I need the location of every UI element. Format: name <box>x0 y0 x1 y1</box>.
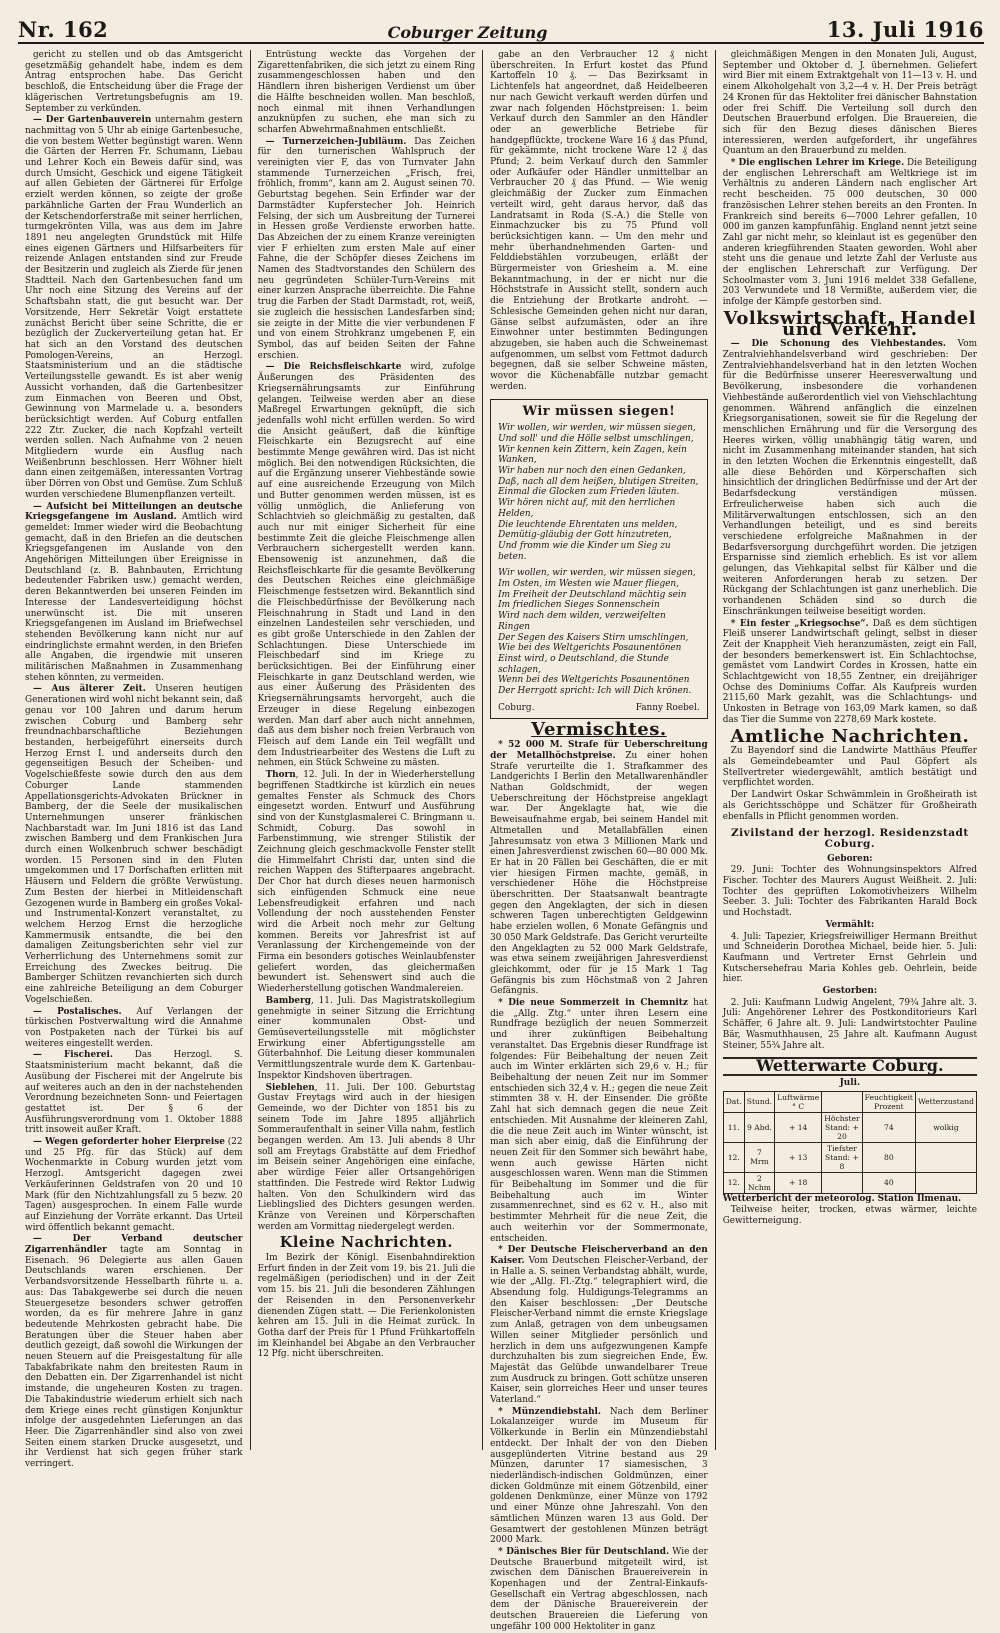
article-paragraph <box>490 50 708 393</box>
article-paragraph <box>25 1234 243 1469</box>
weather-forecast: Teilweise heiter, trocken, etwas wärmer, leichte Gewitterneigung. <box>722 1205 978 1227</box>
poem-line: Demütig-gläubig der Gott hinzutreten, <box>498 530 672 541</box>
article-text: hat die „Allg. Ztg.“ unter ihren Lesern eine Rundfrage bezüglich der neuen Sommerzeit und ihrer zukünftigen Beibehaltung veranstaltet. Das Ergebnis dieser Rundfrage ist folgendes: Für Beibehaltung der neuen Zeit auch im Winter erklärten sich 29,6 v. H.; für Beibehaltung der neuen Zeit nur im Sommer entschieden sich 32,4 v. H.; gegen die neue Zeit stimmten 38 v. H. der Einsender. Die größte Zahl hat sich demnach gegen die neue Zeit entschieden. Mit Ausnahme der kleineren Zahl, die die neue Zeit auch im Winter wünscht, ist man sich aber einig, daß die Einführung der neuen Zeit für den Sommer sich bewährt habe, wenn auch gewisse Härten nicht ausgeschlossen waren. Wenn man die Stimmen für Beibehaltung im Sommer und die für Beibehaltung auch im Winter zusammenrechnet, sind es 62 v. H., also mit bestimmter Mehrheit für die neue Zeit, die auch weiterhin vor der Sommermonate, entscheiden. <box>490 998 708 1244</box>
poem-line: Im Freiheit der Deutschland mächtig sein <box>498 589 687 600</box>
article-paragraph <box>490 1547 708 1633</box>
article-text: unternahm gestern nachmittag von 5 Uhr ab einige Gartenbesuche, die von bestem Wetter begünstigt waren. Wenn die Gärten der Herren Fr. Schumann, Liebau und Lehrer Koch ein Beweis dafür sind, was durch Umsicht, Geschick und eigene Tätigkeit auf allen Gebieten der Gärtnerei für Erfolge erzielt werden können, so zeigte der große parkähnliche Garten der Frau Wunderlich an der Ketschendorferstraße mit seiner herrlichen, turmgekrönten Villa, was aus dem im Jahre 1891 neu angelegten Grundstück mit Hilfe eines eigenen Gärtners und Hilfsarbeiters für reizende Anlagen entstanden sind zur Freude der Besitzerin und zugleich als Zierde für jenen Stadtteil. Nach den Gartenbesuchen fand um Uhr noch eine Sitzung des Vereins auf der Schaftsbahn statt, die gut besucht war. Der Vorsitzende, Herr Sekretär Voigt erstattete zunächst Bericht über seine Schritte, die er bezüglich der Zuckerverteilung getan hat. Er hat sich an den Vorstand des deutschen Pomologen-Vereins, an Herzogl. Staatsministerium und an die städtische Verteilungsstelle gewandt. Es ist aber wenig Aussicht vorhanden, daß die Gartenbesitzer zum Einmachen von Beeren und Obst, Gewinnung von Marmelade u. a. besonders berücksichtigt werden. Auf Coburg entfallen 222 Ztr. Zucker, die nach Kopfzahl verteilt werden sollen. Nach Aufnahme von 2 neuen Mitgliedern wurde ein Ausflug nach Weißenbrunn beschlossen. Herr Wöhner hielt dann einen zeitgemäßen, interessanten Vortrag über Dörren von Obst und Gemüse. Zum Schluß wurden verschiedene Blumenpflanzen verteilt. <box>25 115 243 500</box>
weather-header-humidity: Feuchtigkeit Prozent <box>862 1091 915 1112</box>
poem-line: Einst wird, o Deutschland, die Stunde schlagen, <box>498 653 669 675</box>
article-paragraph <box>25 1007 243 1050</box>
weather-report-source: Wetterbericht der meteorolog. Station Ilmenau. <box>722 1193 962 1204</box>
columns <box>18 50 984 1632</box>
poem-line: Der Segen des Kaisers Stirn umschlingen, <box>498 632 689 643</box>
poem-line: Im friedlichen Sieges Sonnenschein <box>498 600 660 611</box>
article-text: tagte am Sonntag in Eisenach. 96 Delegierte aus allen Gauen Deutschlands waren erschienen. Der Verbandsvorsitzende Hesselbarth führte u. a. aus: Das Tabakgewerbe sei durch die neuen Steuergesetze besonders schwer getroffen worden, da es für mehrere Jahre in ganz bedeutende Mehrkosten gebracht habe. Die Beratungen über die Steuer haben aber deutlich gezeigt, daß sowohl die Wirkungen der neuen Steuern auf die Preisgestaltung für alle Tabakfabrikate nahm den breitesten Raum in den Debatten ein. Der Zigarrenhandel ist nicht imstande, die ungeheuren Kosten zu tragen. Die Tabakindustrie wiederum erhielt sich nach dem Kriege eines recht günstigen Konjunktur infolge der ausgedehnten Lieferungen an das Heer. Die Zigarrenhändler sind also von zwei Seiten einem starken Drucke ausgesetzt, und ihr Verdienst hat sich gegen früher stark verringert. <box>25 1245 243 1470</box>
poem-text <box>498 423 700 697</box>
article-headline: * Dänisches Bier für Deutschland. <box>498 1546 670 1557</box>
weather-cell: 2 Nchm <box>744 1172 774 1193</box>
article-paragraph <box>723 746 977 789</box>
article-text: Nach dem Berliner Lokalanzeiger wurde im Museum für Völkerkunde in Berlin ein Münzendiebstahl entdeckt. Der Inhalt der von den Dieben ausgeplünderten Vitrine bestand aus 29 Münzen, darunter 17 siamesischen, 3 niederländisch-indischen Goldmünzen, einer dicken Goldmünze mit einem Götzenbild, einer goldenen Denkmünze, einer Münze von 1792 und einer Münze ohne Jahreszahl. Von den sämtlichen Münzen waren 13 aus Gold. Der Gesamtwert der gestohlenen Münzen beträgt 2000 Mark. <box>490 1406 708 1546</box>
article-paragraph <box>490 1407 708 1546</box>
article-headline: — Postalisches. <box>33 1006 122 1017</box>
article-paragraph <box>258 137 476 362</box>
weather-cell <box>915 1172 976 1193</box>
weather-cell: + 14 <box>775 1112 822 1142</box>
poem-box <box>490 399 708 720</box>
poem-line: Wir hören nicht auf, mit den herrlichen Helden, <box>498 498 676 519</box>
subheading: Vermählt: <box>825 919 875 930</box>
article-headline: Thorn <box>265 770 296 781</box>
section-title: Volkswirtschaft, Handel und Verkehr. <box>723 307 977 340</box>
subheading: Gestorben: <box>822 986 878 997</box>
article-headline: — Fischerei. <box>33 1050 113 1061</box>
poem-line: Daß, nach all dem heißen, blutigen Streiten, <box>498 476 699 487</box>
weather-header-condition: Wetterzustand <box>915 1091 976 1112</box>
article-text: Vom Deutschen Fleischer-Verband, der in Halle a. S. seinen Verbandstag abhält, wurde, wie der „Allg. Fl.-Ztg.“ telegraphiert wird, die Absendung folg. Huldigungs-Telegramms an den Kaiser beschlossen: „Der Deutsche Fleischer-Verband nimmt die ernste Kriegslage zum Anlaß, getragen von dem unbeugsamen Willen seiner Mitglieder persönlich und herzlich in dem uns aufgezwungenen Kampfe durchzuhalten bis zum siegreichen Ende, Ew. Majestät das Gelübde unwandelbarer Treue zum Ausdruck zu bringen. Gott schütze unseren Kaiser, sein glorreiches Heer und unser teures Vaterland.“ <box>490 1255 708 1406</box>
article-headline: — Die Reichsfleischkarte <box>265 362 402 373</box>
article-paragraph <box>25 1137 243 1233</box>
article-headline: — Der Verband deutscher Zigarrenhändler <box>25 1234 243 1256</box>
issue-date: 13. Juli 1916 <box>826 17 984 42</box>
article-paragraph <box>490 740 708 997</box>
article-headline: — Wegen geforderter hoher Eierpreise <box>33 1137 225 1148</box>
article-headline: — Turnerzeichen-Jubiläum. <box>265 136 407 147</box>
column-4 <box>716 50 984 1450</box>
weather-title: Wetterwarte Coburg. <box>723 1057 977 1076</box>
column-2 <box>251 50 484 1450</box>
poem-title: Wir müssen siegen! <box>522 403 676 419</box>
article-headline: — Der Gartenbauverein <box>33 115 152 126</box>
article-text: Entrüstung weckte das Vorgehen der Zigarettenfabriken, die sich jetzt zu einem Ring zusammengeschlossen haben und den Händlern ihren bisherigen Verdienst um über die Hälfte beschneiden wollen. Man beschloß, noch einmal mit ihnen Verhandlungen anzuknüpfen zu suchen, ehe man sich zu scharfen Abwehrmaßnahmen entschließt. <box>257 50 476 135</box>
article-paragraph <box>723 619 977 726</box>
weather-header-temp: Luftwärme ° C <box>775 1091 822 1112</box>
article-paragraph <box>490 1245 708 1406</box>
section-vermischtes-title: Vermischtes. <box>531 719 667 741</box>
article-headline: * Der Deutsche Fleischerverband an den Kaiser. <box>490 1245 708 1266</box>
weather-row <box>723 1172 976 1193</box>
weather-month: Juli. <box>839 1077 861 1088</box>
article-paragraph <box>258 996 476 1082</box>
weather-cell: 11. <box>723 1112 744 1142</box>
article-paragraph <box>723 865 977 919</box>
column-1 <box>18 50 251 1470</box>
article-paragraph <box>25 115 243 500</box>
poem-line: Und soll' und die Hölle selbst umschlingen, <box>498 433 694 444</box>
article-paragraph <box>258 362 476 769</box>
poem-line: Wir haben nur noch den einen Gedanken, <box>498 466 686 477</box>
poem-stanza <box>498 423 700 562</box>
weather-table <box>723 1091 977 1194</box>
weather-rows <box>723 1112 976 1193</box>
subheading: Geboren: <box>827 853 873 864</box>
article-headline: Bamberg <box>265 995 311 1006</box>
weather-cell: + 13 <box>775 1142 822 1172</box>
weather-cell: 12. <box>723 1142 744 1172</box>
article-paragraph <box>258 50 476 136</box>
weather-header-hour: Stund. <box>744 1091 774 1112</box>
weather-row <box>723 1112 976 1142</box>
column-3-top <box>490 50 708 393</box>
article-text: gericht zu stellen und ob das Amtsgericht gesetzmäßig gehandelt habe, indem es dem Antrag entsprochen habe. Das Gericht beschloß, die Entscheidung über die Frage der klägerischen Vertretungsbefugnis am 19. September zu verkünden. <box>25 50 243 114</box>
weather-cell <box>915 1142 976 1172</box>
poem-stanza <box>498 568 700 696</box>
weather-cell <box>822 1172 862 1193</box>
article-paragraph <box>723 50 977 157</box>
column-4-body <box>723 50 977 1051</box>
weather-cell: 9 Abd. <box>744 1112 774 1142</box>
poem-line: Wird nach dem wilden, verzweifelten Ringen <box>498 611 666 632</box>
weather-header-date: Dat. <box>723 1091 744 1112</box>
weather-cell: 74 <box>862 1112 915 1142</box>
article-paragraph <box>25 684 243 1005</box>
weather-cell: 7 Mrm <box>744 1142 774 1172</box>
article-text: , 12. Juli. In der in Wiederherstellung begriffenen Stadtkirche ist kürzlich ein neues gemaltes Fenster als Schmuck des Chors eingesetzt worden. Entwurf und Ausführung sind von der Kunstglasmalerei C. Bringmann u. Schmidt, Coburg. Das sowohl in Farbenstimmung, wie strenger Stilistik der Zeichnung gleich geschmackvolle Fenster stellt die Himmelfahrt Christi dar, unten sind die reichen Wappen des Stifterpaares angebracht. Der Chor hat durch dieses neuen harmonisch sich einfügenden Schmuck eine neue Lebensfreudigkeit erfahren und nach Vollendung der noch ausstehenden Fenster wird die Arbeit noch mehr zur Geltung kommen. Bereits vor Jahresfrist ist auf Veranlassung der Kirchengemeinde von der Firma ein besonders gotisches Weinlaubfenster geliefert worden, das gleichermaßen bewundert ist. Sehenswert sind auch die Wiederherstellung gotischen Wandmalereien. <box>257 770 476 995</box>
poem-line: Wir wollen, wir werden, wir müssen siegen, <box>498 568 696 579</box>
article-text: Wie der Deutsche Brauerbund mitgeteilt wird, ist zwischen dem Dänischen Brauereiverein in Kopenhagen und der Zentral-Einkaufs-Gesellschaft ein Vertrag abgeschlossen, nach dem der Dänische Brauereiverein der deutschen Brauereien die Lieferung von ungefähr 100 000 Hektoliter in ganz <box>490 1546 708 1632</box>
section-title: Kleine Nachrichten. <box>279 1234 453 1252</box>
article-paragraph <box>490 998 708 1244</box>
weather-cell: 12. <box>723 1172 744 1193</box>
article-headline: * Die englischen Lehrer im Kriege. <box>730 158 905 169</box>
article-text: Der Landwirt Oskar Schwämmlein in Großheirath ist als Gerichtsschöppe und Schätzer für Großheirath ebenfalls in Pflicht genommen worden. <box>722 790 978 822</box>
masthead <box>18 10 984 44</box>
article-text: 2. Juli: Kaufmann Ludwig Angelent, 79¾ Jahre alt. 3. Juli: Angehörener Lehrer des Postkonditorieurs Karl Schäffer, 6 Jahre alt. 9. Juli: Landwirtstochter Pauline Bär, Wasmuthhausen, 25 Jahre alt. Kaufmann August Steiner, 55¾ Jahre alt. <box>722 997 978 1051</box>
article-text: , 11. Juli. Das Magistratskollegium genehmigte in seiner Sitzung die Errichtung einer kommunalen Obst- und Gemüseverteilungsstelle mit möglichster Erwirkung einer Abfertigungsstelle am Güterbahnhof. Die Leitung dieser kommunalen Vermittlungszentrale wurde dem K. Gartenbau-Inspektor Kindshoven übertragen. <box>257 995 476 1081</box>
article-text: gabe an den Verbraucher 12 ₰ nicht überschreiten. In Erfurt kostet das Pfund Kartoffeln 10 ₰. — Das Bezirksamt in Lichtenfels hat angeordnet, daß Heidelbeeren nur nach Gewicht verkauft werden dürfen und zwar nach folgenden Höchstpreisen: 1. beim Verkauf durch den Sammler an den Händler oder an gewerbliche Betriebe für handgepflückte, trockene Ware 16 ₰ das Pfund, für gekämmte, nicht trockene Ware 12 ₰ das Pfund; 2. beim Verkauf durch den Sammler oder Aufkäufer oder Händler unmittelbar an Verbraucher 20 ₰ das Pfund. — Wie wenig gleichmäßig der Zucker zum Einmachen verteilt wird, geht daraus hervor, daß das Landratsamt in Roda (S.-A.) die Stelle von Einmachzucker bis zu 75 Pfund voll berücksichtigen kann. — Um den mehr und mehr überhandnehmenden Garten- und Felddiebstählen vorzubeugen, erläßt der Bürgermeister von Griesheim a. M. eine Bekanntmachung, in der er nicht nur die Höchststrafe in Aussicht stellt, sondern auch die Entziehung der Brotkarte androht. — Schlesische Gemeinden gehen nicht nur daran, Gänse selbst aufzumästen, oder an ihre Einwohner unter bestimmten Bedingungen abzugeben, sie haben auch die Schweinemast aufgenommen, um selbst vom Fettmot dadurch begegnen, daß sie selber Schweine mästen, wovor die Küchenabfälle nutzbar gemacht werden. <box>490 50 708 392</box>
column-3 <box>483 50 716 1632</box>
article-headline: Sieblehen <box>265 1082 315 1093</box>
article-paragraph <box>258 770 476 995</box>
weather-cell: 40 <box>862 1172 915 1193</box>
section-title: Zivilstand der herzogl. Residenzstadt Coburg. <box>730 827 969 850</box>
article-text: Zu Bayendorf sind die Landwirte Matthäus Pfeuffer als Gemeindebeamter und Paul Göpfert als Stellvertreter wiedergewählt, amtlich bestätigt und verpflichtet worden. <box>722 746 978 789</box>
weather-cell: 80 <box>862 1142 915 1172</box>
poem-line: Wir kennen kein Zittern, kein Zagen, kein Wanken, <box>498 444 687 466</box>
article-text: (22 und 25 Pfg. für das Stück) auf dem Wochenmarkte in Coburg wurden jetzt vom Herzogl. Amtsgericht dagegen zwei Verkäuferinnen Geldstrafen von 20 und 10 Mark (für den Nichtzahlungsfall zu 5 bezw. 20 Tagen) ausgesprochen. In einem Falle wurde auf Einziehung der Vorräte erkannt. Das Urteil wird öffentlich bekannt gemacht. <box>25 1137 243 1233</box>
article-text: 29. Juni: Tochter des Wohnungsinspektors Alfred Fischer. Tochter des Maurers August Weißheit. 2. Juli: Tochter des geprüften Lokomotivheizers Wilhelm Seeber. 3. Juli: Tochter des Fabrikanten Harald Bock und Hochstadt. <box>722 865 978 919</box>
article-headline: — Die Schonung des Viehbestandes. <box>730 339 946 350</box>
article-headline: * Münzendiebstahl. <box>498 1406 601 1417</box>
section-title: Amtliche Nachrichten. <box>730 725 970 747</box>
weather-cell: Tiefster Stand: + 8 <box>822 1142 862 1172</box>
weather-header-extremes <box>822 1091 862 1112</box>
poem-line: Und fromm wie die Kinder um Sieg zu beten. <box>498 540 671 562</box>
newspaper-title: Coburger Zeitung <box>387 23 548 42</box>
poem-signature <box>498 703 700 714</box>
article-headline: — Aufsicht bei Mitteilungen an deutsche Kriegsgefangene im Ausland. <box>25 501 243 523</box>
article-text: Daß es dem süchtigen Fleiß unserer Landwirtschaft gelingt, selbst in dieser Zeit der Knappheit Vieh heranzumästen, zeigt ein Fall, der besonders bemerkenswert ist. Ein Schlachtochse, gemästet vom Landwirt Cordes in Krossen, hatte ein Schlachtgewicht von 18,55 Zentner, ein dreijähriger Ochse des Dominiums Coffar. Als Kaufpreis wurden 2115,60 Mark gezahlt, was die Schlachtungs- und Unkosten in Betrage von 163,09 Mark kamen, so daß das Tier die Summe von 2278,69 Mark kostete. <box>722 618 978 725</box>
issue-number: Nr. 162 <box>18 17 109 42</box>
article-text: Unseren heutigen Generationen wird wohl nicht bekannt sein, daß genau vor 100 Jahren und darum herum zwischen Coburg und Bamberg sehr freundnachbarschaftliche Beziehungen bestanden, herbeigeführt einerseits durch Herzog Ernst I. und anderseits durch den gegenseitigen Besuch der Scheiben- und Vogelschießfeste sowie durch den aus dem Coburger Lande stammenden Appellationsgerichts-Advokaten Brückner in Bamberg, der die Seele der musikalischen Unternehmungen unserer fränkischen Nachbarstadt war. Im Juni 1816 ist das Land zwischen Bamberg und dem Frankischen Jura durch einen Wolkenbruch schwer beschädigt worden. 15 Personen sind in den Fluten umgekommen und 17 Dorfschaften erlitten mit Häusern und Feldern die größte Verwüstung. Zum Besten der hierbei in Mitleidenschaft Gezogenen wurde in Bamberg ein großes Vokal- und Instrumental-Konzert veranstaltet, zu welchem Herzog Ernst die herzogliche Kammermusik entsandte, die bei den damaligen Zeitungsberichten sehr viel zur Verherrlichung des Unternehmens somit zur Erreichung des Zweckes beitrug. Die Bamberger Schützen revanchierten sich durch eine zahlreiche Beteiligung an dem Coburger Vogelschießen. <box>25 684 243 1005</box>
poem-line: Wenn bei des Weltgerichts Posaunentönen <box>498 675 690 686</box>
article-paragraph <box>25 1050 243 1136</box>
article-text: Vom Zentralviehhandelsverband wird geschrieben: Der Zentralviehhandelsverband hat in den letzten Wochen für die Bedürfnisse unserer Heeresverwaltung und Bevölkerung, insbesondere die vorhandenen Viehbestände außerordentlich viel von Viehschlachtung genommen. Während anfänglich die einzelnen Kriegsorganisationen, soweit sie für die Regelung der menschlichen Ernährung und für die Versorgung des Heeres wirken, völlig unabhängig tätig waren, und nicht im Zusammenhang miteinander standen, hat sich in den letzten Wochen die Erkenntnis eingestellt, daß alle diese Behörden und Körperschaften sich hinsichtlich der dringlichen Bedürfnisse und der Art der Bedarfsdeckung verständigen müssen. Erfreulicherweise haben sich auch die Militärverwaltungen entschlossen, sich an den Verhandlungen beteiligt, und es sind bereits verschiedene erfolgreiche Maßnahmen in der Bedarfsversorgung durchgeführt worden. Die jetzigen Ersparnisse sind ziemlich erheblich. Es ist vor allem gelungen, das Viehkapital selbst für Kälber und die weiteren Anforderungen herab zu setzen. Der Rückgang der Schlachtungen ist ganz unerheblich. Die vorhandenen Schäden sind so durch die Einschränkungen teilweise beseitigt worden. <box>722 339 978 617</box>
article-headline: — Aus älterer Zeit. <box>33 684 146 695</box>
article-text: Die Beteiligung der englischen Lehrerschaft am Weltkriege ist im Verhältnis zu anderen Ländern nach englischer Art recht bescheiden. 75 000 deutschen, 30 000 französischen Lehrer stehen bereits an den Fronten. In Frankreich sind bereits 6—7000 Lehrer gefallen, 10 000 im ganzen kampfunfähig. England nennt jetzt seine Zahl gar nicht mehr, so kleinlaut ist es gegenüber den anderen kriegführenden Staaten geworden. Wohl aber steht uns die genaue und letzte Zahl der Verluste aus der englischen Lehrerschaft zur Verfügung. Der Schoolmaster vom 3. Juni 1916 meldet 338 Gefallene, 203 Verwundete und 18 Vermißte, außerdem vier, die infolge der Kämpfe gestorben sind. <box>722 158 978 308</box>
article-paragraph <box>258 1083 476 1233</box>
article-paragraph <box>723 932 977 986</box>
article-paragraph <box>723 998 977 1052</box>
article-paragraph <box>25 50 243 114</box>
article-text: Das Herzogl. S. Staatsministerium macht bekannt, daß die Ausübung der Fischerei mit der Angelrute bis auf weiteres auch an den in der nachstehenden Verordnung bezeichneten Sonn- und Feiertagen gestattet ist. Der § 6 der Ausführungsverordnung vom 1. Oktober 1888 tritt insoweit außer Kraft. <box>25 1050 243 1136</box>
poem-line: Im Osten, im Westen wie Mauer fliegen, <box>498 579 679 590</box>
article-headline: * Die neue Sommerzeit in Chemnitz <box>498 998 688 1009</box>
article-paragraph <box>723 339 977 617</box>
article-text: 4. Juli: Tapezier, Kriegsfreiwilliger Hermann Breithut und Schneiderin Dorothea Michael, beide hier. 5. Juli: Kaufmann und Vertreter Ernst Gehrlein und Kutschersehefrau Maria Kohles geb. Oehrlein, beide hier. <box>722 931 978 985</box>
article-headline: * 52 000 M. Strafe für Ueberschreitung der Metallhöchstpreise. <box>490 740 708 761</box>
weather-cell: Höchster Stand: + 20 <box>822 1112 862 1142</box>
article-text: Im Bezirk der Königl. Eisenbahndirektion Erfurt finden in der Zeit vom 19. bis 21. Juli die regelmäßigen (periodischen) und in der Zeit vom 15. bis 21. Juli die besonderen Zählungen der Reisenden in den Personenverkehr dienenden Zügen statt. — Die Ferienkolonisten kehren am 15. Juli in die Heimat zurück. In Gotha darf der Preis für 1 Pfund Frühkartoffeln im Kleinhandel bei Abgabe an den Verbraucher 12 Pfg. nicht überschreiten. <box>257 1253 476 1360</box>
poem-line: Wie bei des Weltgerichts Posaunentönen <box>498 643 682 654</box>
article-paragraph <box>723 790 977 822</box>
weather-cell: wolkig <box>915 1112 976 1142</box>
article-text: , 11. Juli. Der 100. Geburtstag Gustav Freytags wird auch in der hiesigen Gemeinde, wo der Dichter von 1851 bis zu seinem Tode im Jahre 1895 alljährlich Sommeraufenthalt in seiner Villa nahm, festlich begangen werden. Am 13. Juli abends 8 Uhr soll am Freytags Grabstätte auf dem Friedhof im Beisein seiner Angehörigen eine einfache, aber würdige Feier aller Ortsangehörigen stattfinden. Die Festrede wird Rektor Ludwig halten. Von den Schulkindern wird das Lieblingslied des Dichters gesungen werden. Kränze von Vereinen und Körperschaften werden am Vormittag niedergelegt werden. <box>257 1082 476 1232</box>
poem-author: Fanny Roebel. <box>635 702 700 713</box>
poem-line: Die leuchtende Ehrentaten uns melden, <box>498 519 678 530</box>
poem-line: Einmal die Glocken zum Frieden läuten. <box>498 487 680 498</box>
article-text: wird, zufolge Äußerungen des Präsidenten des Kriegsernährungsamts zur Einführung gelangen. Teilweise werden aber an diese Maßregel Erwartungen geknüpft, die sich jedenfalls wohl nicht erfüllen werden. So wird die Ansicht geäußert, daß die künftige Fleischkarte ein Bezugsrecht auf eine bestimmte Menge gewähren wird. Das ist nicht möglich. Bei den notwendigen Rücksichten, die auf die Ergänzung unserer Viehbestände sowie auf eine ausreichende Erzeugung von Milch und Butter genommen werden müssen, ist es völlig unmöglich, die Anlieferung von Schlachtvieh so gleichmäßig zu gestalten, daß auch nur mit einiger Sicherheit für eine bestimmte Zeit die gleiche Fleischmenge allen Verbrauchern sichergestellt werden kann. Ebensowenig ist anzunehmen, daß die Reichsfleischkarte für die gesamte Bevölkerung des Deutschen Reiches eine gleichmäßige Fleischmenge festsetzen wird. Bekanntlich sind die Fleischbedürfnisse der Bevölkerung nach Fleischnahrung in Stadt und Land in den einzelnen Landesteilen sehr verschieden, und es gibt große Unterschiede in den Zahlen der Schlachtungen. Diese Unterschiede im Fleischbedarf sind im Kriege zu berücksichtigen. Bei der Einführung einer Fleischkarte in ganz Deutschland werden, wie aus einer Äußerung des Präsidenten des Kriegsernährungsamts hervorgeht, auch die Erzeuger in diese Regelung einbezogen werden. Man darf aber auch nicht annehmen, daß aus dem bisher noch freien Verbrauch von Fleisch auf dem Lande ein Teil wegfällt und dem Industriearbeiter des Westens die Luft zu nehmen, ein Stück Schweine zu mästen. <box>257 362 476 769</box>
article-text: Amtlich wird gemeldet: Immer wieder wird die Beobachtung gemacht, daß in den Briefen an die deutschen Kriegsgefangenen im Auslande von den Angehörigen Mitteilungen über Ereignisse in Deutschland (z. B. Bahnbauten, Errichtung bedeutender Fabriken usw.) gemacht werden, deren Bekanntwerden bei unseren Feinden im Interesse der Landesverteidigung höchst unerwünscht ist. Die mit unseren Kriegsgefangenen im Ausland im Briefwechsel stehenden Bevölkerung kann nicht nur auf eindringlichste ermahnt werden, in den Briefen alle Angaben, die irgendwie mit unseren militärischen Maßnahmen in Zusammenhang stehen könnten, zu vermeiden. <box>25 512 243 683</box>
article-paragraph <box>723 158 977 308</box>
weather-cell: + 18 <box>775 1172 822 1193</box>
article-paragraph <box>25 502 243 684</box>
article-headline: * Ein fester „Kriegsochse“. <box>730 618 869 629</box>
article-text: Zu einer hohen Strafe verurteilte die 1. Strafkammer des Landgerichts I Berlin den Metallwarenhändler Nathan Goldschmidt, der wegen Ueberschreitung der Höchstpreise angeklagt war. Der Angeklagte hat, wie die Beweisaufnahme ergab, bei seinem Handel mit Altmetallen und Metallabfällen einen Jahresumsatz von etwa 3 Millionen Mark und einen Jahresverdienst zwischen 60—80 000 Mk. Er hat in 20 Fällen bei Geschäften, die er mit vier hiesigen Firmen machte, gemäß, in verschiedener Höhe die Höchstpreise überschritten. Der Staatsanwalt beantragte gegen den Angeklagten, der sich in diesen schweren Tagen unberechtigten Geldgewinn habe erzielen wollen, 6 Monate Gefängnis und 30 050 Mark Geldstrafe. Das Gericht verurteilte den Angeklagten zu 52 000 Mark Geldstrafe, was etwa seinem zweijährigen Jahresverdienst gleichkommt, oder für je 15 Mark 1 Tag Gefängnis bis zum Höchstmaß von 2 Jahren Gefängnis. <box>490 750 708 997</box>
article-text: gleichmäßigen Mengen in den Monaten Juli, August, September und Oktober d. J. übernehmen. Geliefert wird Bier mit einem Extraktgehalt von 11—13 v. H. und einem Alkoholgehalt von 3,2—4 v. H. Der Preis beträgt 24 Kronen für das Hektoliter frei dänischer Bahnstation oder frei Schiff. Die Verteilung soll durch den Deutschen Brauerbund erfolgen. Die Brauereien, die sich für den Bezug dieses dänischen Bieres interessieren, werden aufgefordert, ihr ungefähres Quantum an den Brauerbund zu melden. <box>722 50 978 157</box>
article-text: Das Zeichen für den turnerischen Wahlspruch der vereinigten vier F, das von Turnvater Jahn stammende Turnerzeichen „Frisch, frei, fröhlich, fromm“, kann am 2. August seinen 70. Geburtstag begehen. Sein Erfinder war der Darmstädter Kupferstecher Joh. Heinrich Felsing, der sich um Ausbreitung der Turnerei in Hessen große Verdienste erworben hatte. Das Abzeichen der zu einem Kranze vereinigten vier F erhielten zum ersten Male auf einer Fahne, die der Schöpfer dieses Zeichens im Namen des Stadtvorstandes den Schülern des neu gegründeten Schüler-Turn-Vereins mit einer kurzen Ansprache überreichte. Die Fahne trug die Farben der Stadt Darmstadt, rot, weiß, sie zugleich die hessischen Landesfarben sind; sie zeigte in der Mitte die vier verbundenen F und von einem Strohkranz umgebenen F, ein Symbol, das auf beiden Seiten der Fahne erschien. <box>257 136 476 361</box>
poem-place: Coburg. <box>498 702 535 713</box>
poem-line: Der Herrgott spricht: Ich will Dich krönen. <box>498 686 692 697</box>
article-paragraph <box>258 1253 476 1360</box>
section-vermischtes <box>490 740 708 1632</box>
poem-line: Wir wollen, wir werden, wir müssen siegen, <box>498 423 696 434</box>
weather-row <box>723 1142 976 1172</box>
article-text: Auf Verlangen der türkischen Postverwaltung wird die Annahme von Postpaketen nach der Türkei bis auf weiteres eingestellt werden. <box>25 1006 243 1049</box>
